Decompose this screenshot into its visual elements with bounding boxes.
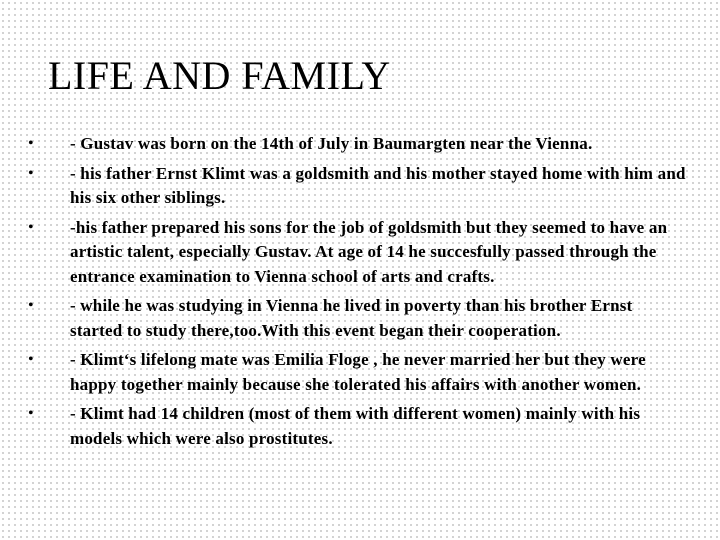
bullet-icon: •: [28, 164, 34, 182]
bullet-item-father: [28, 162, 688, 211]
bullet-item-birth: [28, 132, 688, 157]
bullet-text: - Klimt had 14 children (most of them with different women) mainly with his models which were also prostitutes.: [70, 404, 641, 448]
bullet-text: - his father Ernst Klimt was a goldsmith and his mother stayed home with him and his six other siblings.: [70, 163, 686, 207]
bullet-icon: •: [28, 405, 34, 422]
bullet-text: - Klimt‘s lifelong mate was Emilia Floge , he never married her but they were happy together mainly because she tolerated his affairs with another women.: [70, 350, 646, 394]
bullet-icon: •: [28, 351, 34, 368]
slide-title: LIFE AND FAMILY: [48, 53, 391, 98]
bullet-icon: •: [28, 135, 34, 152]
bullet-icon: •: [28, 297, 34, 314]
bullet-item-vienna-studies: [28, 294, 688, 343]
bullet-item-education: [28, 216, 688, 290]
bullet-text: - while he was studying in Vienna he lived in poverty than his brother Ernst started to study there,too.With this event began their cooperation.: [70, 296, 633, 340]
bullet-list: [28, 132, 688, 456]
bullet-item-lifelong-mate: [28, 348, 688, 397]
bullet-item-children: [28, 402, 688, 451]
bullet-text: - Gustav was born on the 14th of July in Baumargten near the Vienna.: [70, 134, 593, 153]
bullet-text: -his father prepared his sons for the job of goldsmith but they seemed to have an artistic talent, especially Gustav. At age of 14 he succesfully passed through the entrance examination to Vienna school of arts and crafts.: [70, 217, 668, 286]
bullet-icon: •: [28, 218, 34, 236]
